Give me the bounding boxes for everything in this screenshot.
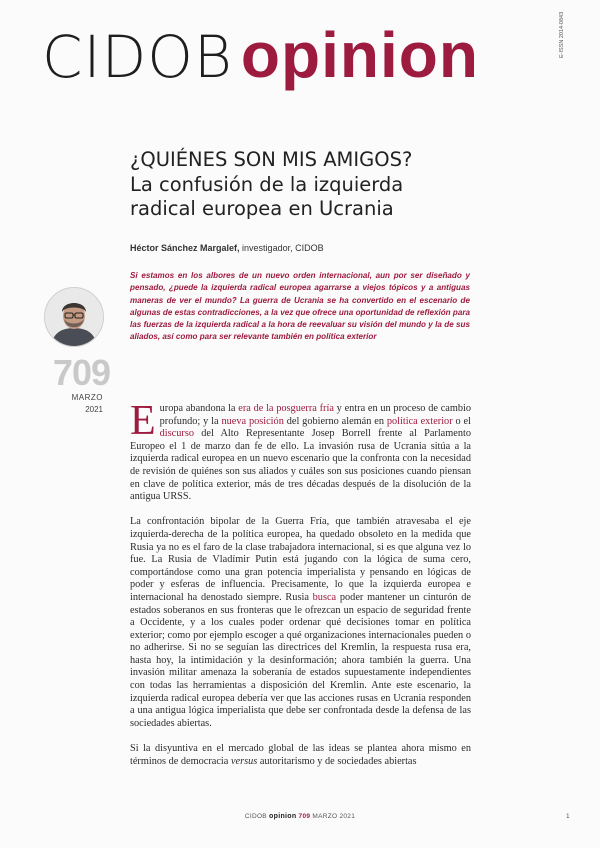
link-discurso[interactable]: discurso (159, 428, 194, 440)
body-paragraph-3 (130, 743, 471, 768)
text: poder mantener un cinturón de estados soberanos en sus fronteras que le ofrezcan un espacio de seguridad frente a Occidente, y a los cuales poder ordenar qué decisiones tomar en política exterior; como por ejemplo escoger a qué organizaciones internacionales pueden o no adherirse. Si no se seguían las directrices del Kremlin, la respuesta rusa era, hasta hoy, la intimidación y la desinformación; ahora también la guerra. Una invasión militar amenaza la soberanía de estados supuestamente independientes con todas las herramientas a disposición del Kremlin. Ante este escenario, la izquierda radical europea debería ver que las acciones rusas en Ucrania responden a una antigua lógica imperialista que debe ser confrontada desde la defensa de las sociedades abiertas. (130, 591, 471, 729)
author-role: investigador, CIDOB (239, 243, 324, 253)
link-posguerra-fria[interactable]: era de la posguerra fría (238, 403, 334, 414)
title-line-1: ¿QUIÉNES SON MIS AMIGOS? (130, 148, 413, 171)
body-paragraph-1 (130, 398, 471, 504)
article-body (130, 398, 471, 781)
text: o el (452, 415, 471, 427)
author-portrait-icon (45, 288, 103, 346)
page-number: 1 (566, 813, 570, 820)
title-line-2: La confusión de la izquierda (130, 172, 404, 196)
text: autoritarismo y de sociedades abiertas (257, 755, 417, 767)
article-abstract: Si estamos en los albores de un nuevo orden internacional, aun por ser diseñado y pensado, ¿puede la izquierda radical europea agarrarse a viejos tópicos y a antiguas maneras de ver el mundo? La guerra de Ucrania se ha convertido en el escenario de algunas de estas contradicciones, a la vez que ofrece una oportunidad de reflexión para las fuerzas de la izquierda radical a la hora de reevaluar su visión del mundo y la de sus aliados, así como para ser relevante también en política exterior (130, 271, 470, 342)
issn-text: E-ISSN 2014-0843 (559, 11, 565, 58)
text: del gobierno alemán en (283, 415, 387, 427)
footer-brand: CIDOB (244, 813, 267, 820)
title-line-3: radical europea en Ucrania (130, 197, 394, 220)
text: y entra en un proceso de cambio profundo; y la (159, 403, 471, 427)
issue-month: MARZO (71, 393, 103, 402)
masthead (42, 18, 562, 108)
emphasis: versus (230, 755, 258, 767)
footer-date: MARZO 2021 (312, 813, 356, 820)
text: La confrontación bipolar de la Guerra Fría, que también atravesaba el eje izquierda-derecha de la política europea, ha quedado obsoleto en la medida que Rusia ya no es el faro de la clase trabajadora internacional, si es que alguna vez lo fue. La Rusia de Vladímir Putin está jugando con la lógica de suma cero, comportándose como una gran potencia imperialista y pensando en lógicas de poder y esferas de influencia. Precisamente, lo que la izquierda europea e internacional ha denostado siempre. Rusia (130, 516, 471, 603)
author-line (130, 243, 324, 253)
issn-label (559, 12, 565, 58)
masthead-series: opinion (240, 19, 479, 91)
drop-cap: E (130, 398, 156, 444)
footer-number: 709 (298, 813, 311, 820)
issue-year: 2021 (85, 405, 103, 414)
text: uropa abandona la (159, 403, 239, 414)
link-busca[interactable]: busca (312, 591, 337, 603)
article-title (130, 148, 412, 222)
footer-series: opinion (269, 813, 297, 820)
page-footer (0, 813, 600, 820)
text: del Alto Representante Josep Borrell frente al Parlamento Europeo el 1 de marzo dan fe de ello. La invasión rusa de Ucrania sitúa a la izquierda radical europea en un nuevo escenario que la confronta con la necesidad de revisión de quiénes son sus aliados y cuáles son sus posiciones cuando piensan en clave de política exterior, más de tres décadas después de la disolución de la antigua URSS. (130, 428, 471, 503)
author-name: Héctor Sánchez Margalef, (130, 243, 240, 253)
link-politica-exterior[interactable]: política exterior (386, 415, 453, 427)
body-paragraph-2 (130, 516, 471, 730)
masthead-brand: CIDOB (42, 23, 233, 91)
text: Si la disyuntiva en el mercado global de las ideas se plantea ahora mismo en términos de democracia (130, 743, 471, 767)
link-nueva-posicion[interactable]: nueva posición (221, 415, 284, 427)
issue-number: 709 (52, 352, 110, 393)
author-photo (44, 287, 104, 347)
